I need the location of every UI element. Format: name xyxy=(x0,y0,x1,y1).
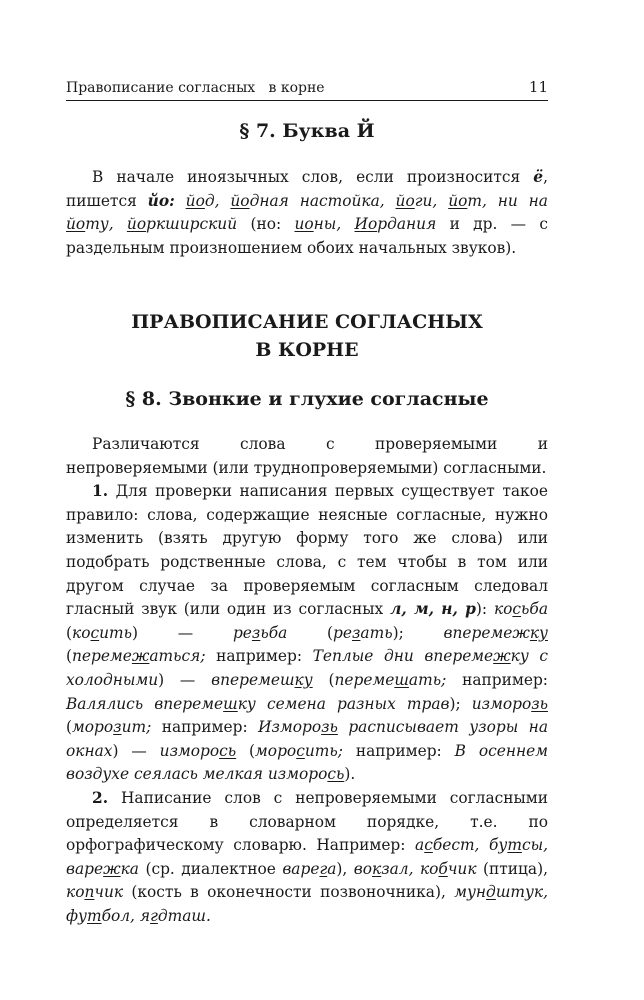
part-title xyxy=(66,308,548,364)
text: и др. — с раздельным произношением обоих начальных звуков). xyxy=(66,215,549,257)
text: (но: xyxy=(237,215,295,234)
section-7-title: § 7. Буква Й xyxy=(239,120,375,142)
item-number: 1. xyxy=(92,482,109,501)
running-title: Правописание согласных в корне xyxy=(66,80,325,96)
section-8-rule-2: 2. Написание слов с непроверяемыми согласными определяется в словарном порядке, т.е. по орфографическому словарю. Например: асбест, бутсы, варежка (ср. диалектное варега), вокзал, кобчик (птица), копчик (кость в оконечности позвоночника), мундштук, футбол, ягдташ. xyxy=(66,788,548,925)
part-title-line-2: В КОРНЕ xyxy=(255,339,359,361)
spelling-yo: йо: xyxy=(147,191,175,210)
section-8-intro: Различаются слова с проверяемыми и непроверяемыми (или труднопроверяемыми) согласными. xyxy=(66,435,548,477)
text: , пишется xyxy=(66,168,548,210)
section-7-body xyxy=(66,166,548,260)
page-number: 11 xyxy=(528,78,548,96)
section-8-body xyxy=(66,433,548,928)
consonant-list: л, м, н, р xyxy=(390,600,476,619)
section-8-rule-1: 1. Для проверки написания первых существует такое правило: слова, содержащие неясные согласные, нужно изменить (взять другую форму того же слова) или подобрать родственные слова, с тем чтобы в том или другом случае за проверяемым согласным следовал гласный звук (или один из согласных л, м, н, р): косьба (косить) — резьба (резать); вперемежку (перемежаться; например: Теплые дни вперемежку с холодными) — вперемешку (перемешать; например: Валялись вперемешку семена разных трав); изморозь (морозит; например: Изморозь расписывает узоры на окнах) — изморось (моросить; например: В осеннем воздухе сеялась мелкая изморось). xyxy=(66,482,549,784)
running-header xyxy=(66,78,548,101)
letter-yo: ё xyxy=(533,168,544,186)
item-number: 2. xyxy=(92,788,109,807)
section-8-title: § 8. Звонкие и глухие согласные xyxy=(125,388,489,410)
example-word: ионы, Иордания xyxy=(294,215,437,234)
example-word: йод, йодная настойка, йоги, йот, ни на йоту, йоркширский xyxy=(66,191,548,234)
part-title-line-1: ПРАВОПИСАНИЕ СОГЛАСНЫХ xyxy=(131,311,483,333)
section-7-paragraph xyxy=(66,166,548,260)
text xyxy=(175,192,186,210)
text: В начале иноязычных слов, если произносится xyxy=(92,168,534,186)
